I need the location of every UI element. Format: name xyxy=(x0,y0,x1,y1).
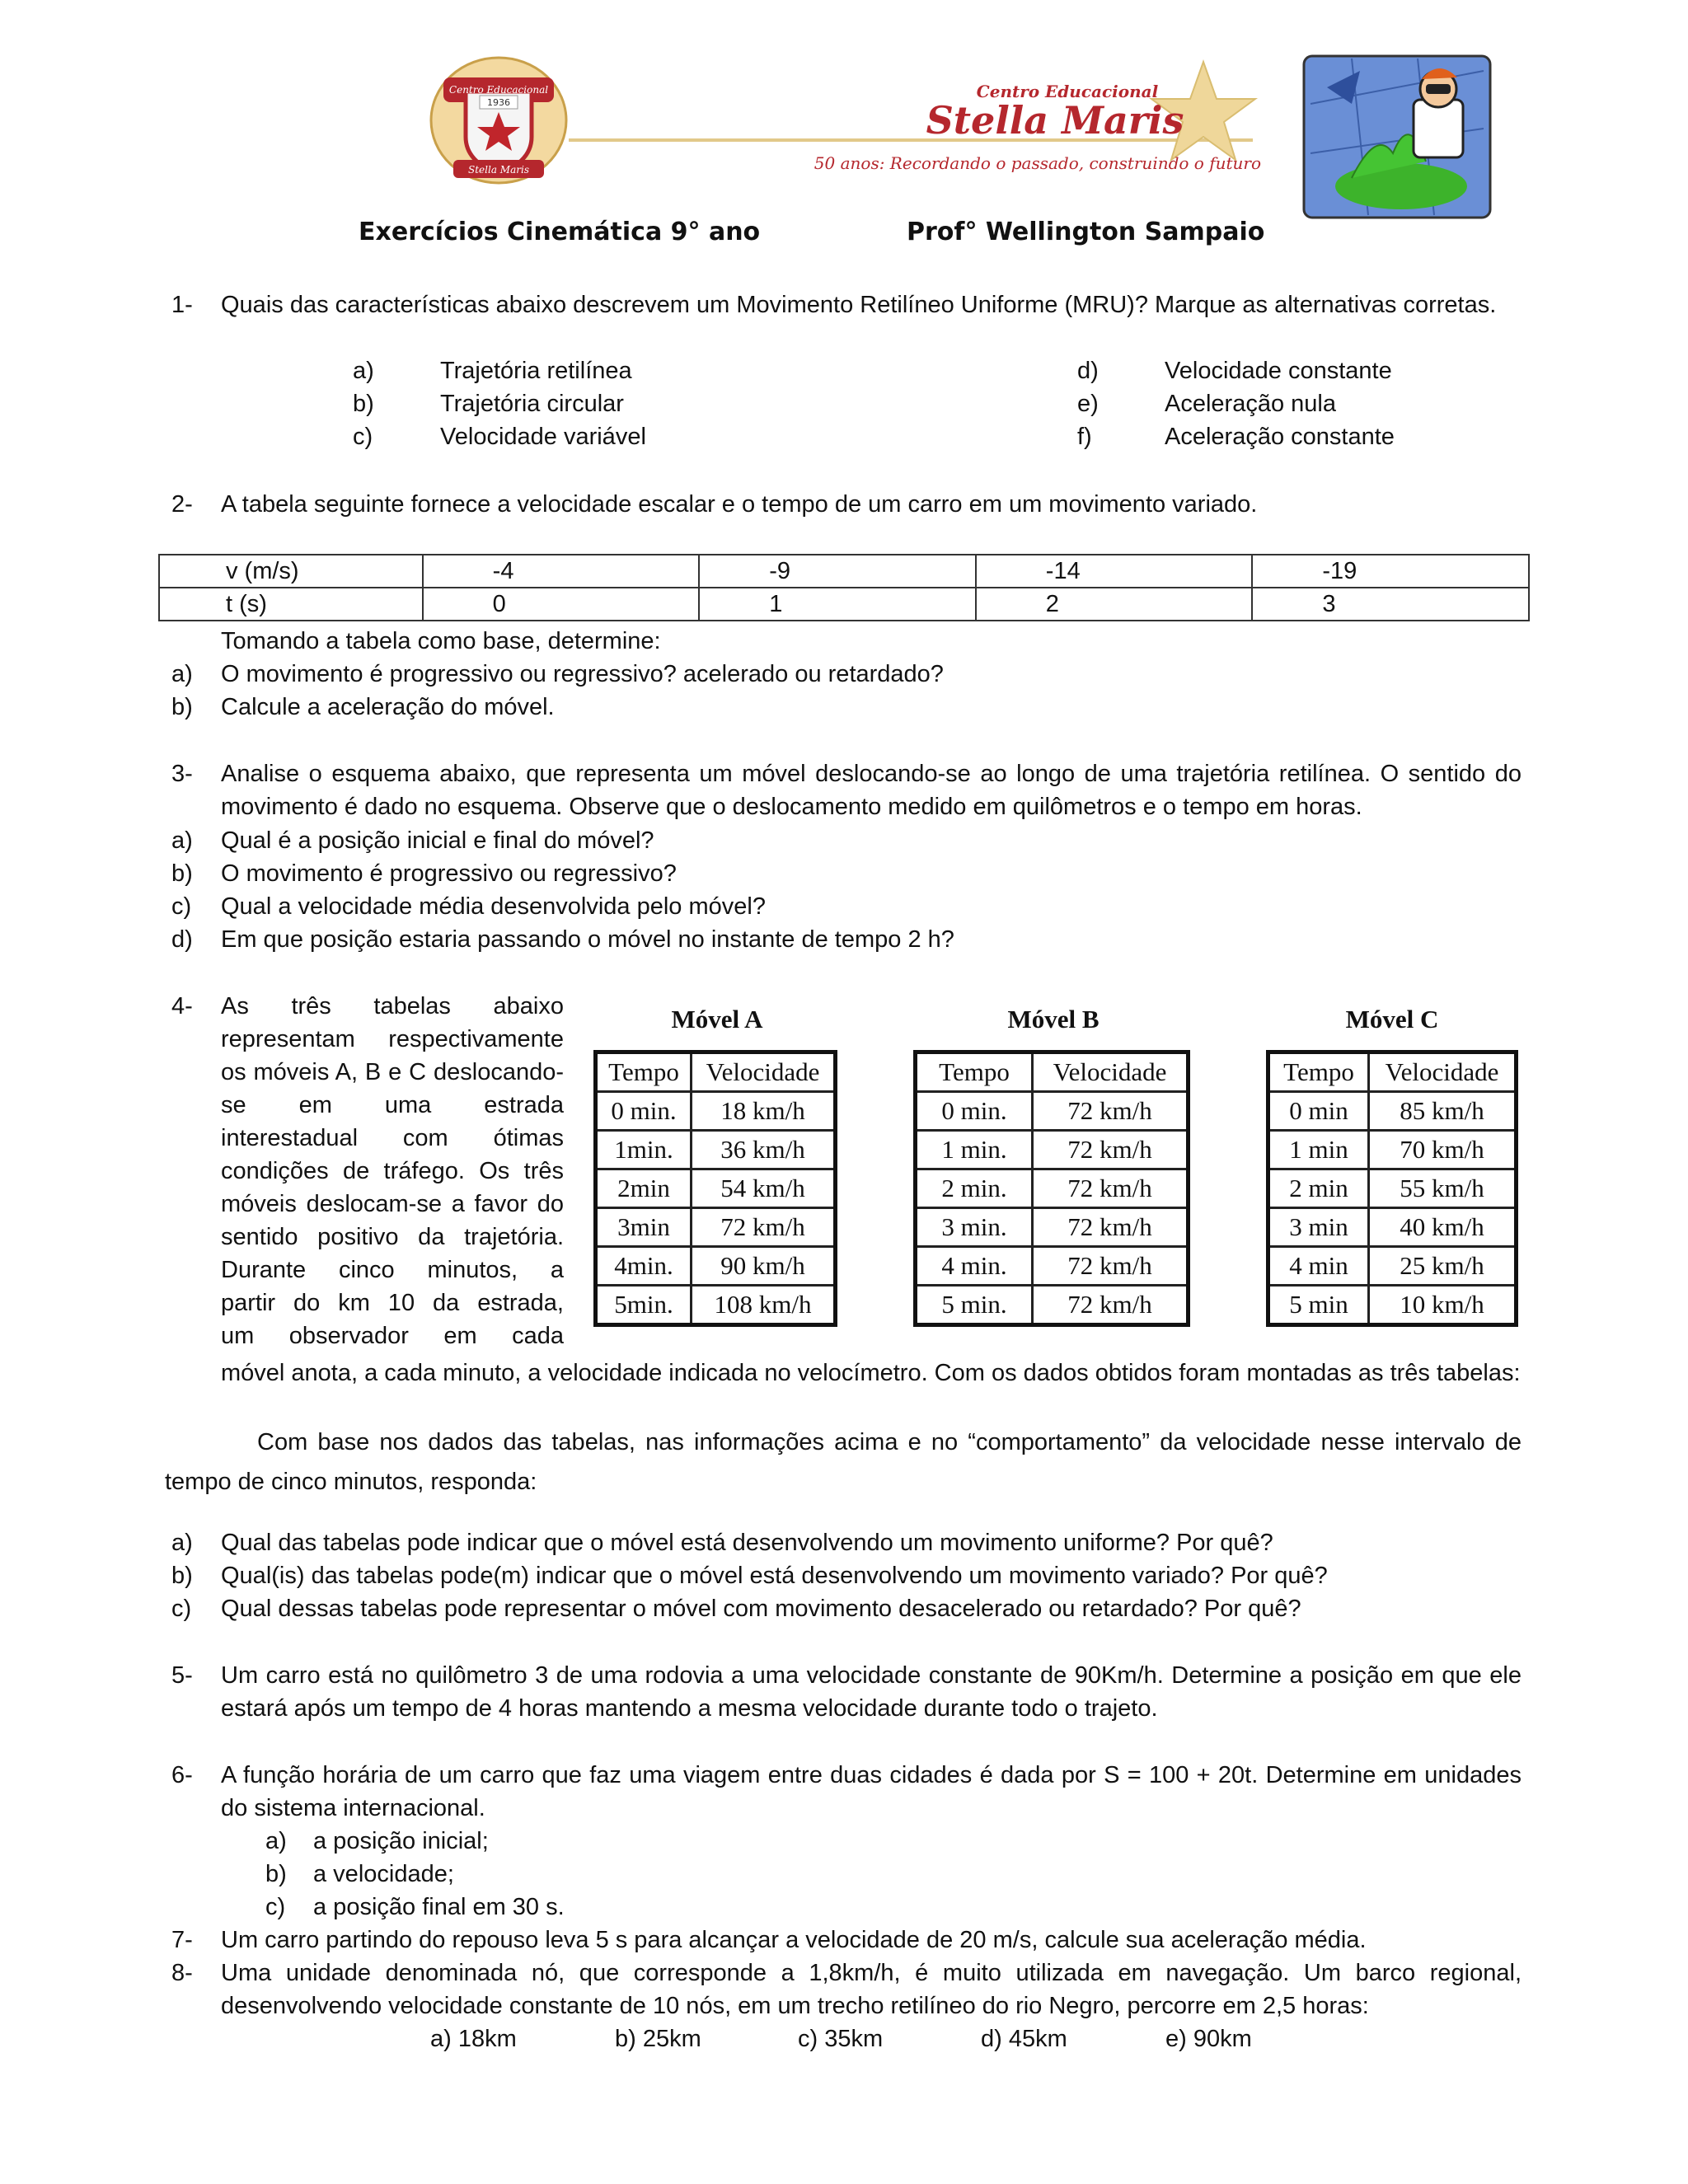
q4-side-line: Durante cinco minutos, a xyxy=(221,1257,564,1283)
table-cell: Tempo xyxy=(916,1052,1033,1092)
q1-option-letter: d) xyxy=(1077,358,1099,384)
table-row xyxy=(916,1092,1189,1131)
q4-side-line: sentido positivo da trajetória. xyxy=(221,1224,564,1250)
table-cell: 72 km/h xyxy=(1033,1092,1189,1131)
q8-answer: b) 25km xyxy=(615,2026,701,2052)
q5-text: Um carro está no quilômetro 3 de uma rodovia a uma velocidade constante de 90Km/h. Determine a posição em que ele estará após um tempo de 4 horas mantendo a mesma velocidade durante todo o trajeto. xyxy=(221,1662,1522,1722)
q1-option-text: Aceleração nula xyxy=(1165,391,1336,417)
table-cell: 2 min. xyxy=(916,1169,1033,1208)
q4-side-line: partir do km 10 da estrada, xyxy=(221,1290,564,1316)
q1-option-letter: a) xyxy=(353,358,374,384)
q6-item-letter: c) xyxy=(265,1894,286,1920)
table-row xyxy=(1268,1286,1517,1325)
q2-intro: Tomando a tabela como base, determine: xyxy=(221,628,661,654)
q1-text: Quais das características abaixo descrevem um Movimento Retilíneo Uniforme (MRU)? Marque as alternativas corretas. xyxy=(221,292,1497,318)
table-cell: 5 min xyxy=(1268,1286,1369,1325)
q4-number: 4- xyxy=(171,993,193,1019)
table-cell: -4 xyxy=(423,555,700,588)
q4-item-letter: c) xyxy=(171,1596,192,1622)
table-cell: 2 xyxy=(976,588,1253,621)
table-movel-a xyxy=(593,1050,837,1327)
table-row xyxy=(1268,1169,1517,1208)
school-banner xyxy=(569,58,1261,181)
table-row xyxy=(596,1169,836,1208)
table-row xyxy=(596,1131,836,1169)
table-cell: 85 km/h xyxy=(1369,1092,1517,1131)
q8-answer: e) 90km xyxy=(1165,2026,1252,2052)
table-cell: Velocidade xyxy=(1369,1052,1517,1092)
q4-side-line: os móveis A, B e C deslocando- xyxy=(221,1059,564,1085)
q8-number: 8- xyxy=(171,1960,193,1986)
table-cell: 5 min. xyxy=(916,1286,1033,1325)
crest-bottom-text: Stella Maris xyxy=(468,164,529,176)
table-cell: Tempo xyxy=(1268,1052,1369,1092)
table-cell: 3 min xyxy=(1268,1208,1369,1247)
q3-item-text: Qual a velocidade média desenvolvida pelo móvel? xyxy=(221,893,766,920)
q7-number: 7- xyxy=(171,1927,193,1953)
table-row xyxy=(916,1169,1189,1208)
table-b-title: Móvel B xyxy=(1007,1005,1100,1033)
q2-item-text: O movimento é progressivo ou regressivo? acelerado ou retardado? xyxy=(221,661,944,687)
q4-side-line: representam respectivamente xyxy=(221,1026,564,1052)
table-cell: v (m/s) xyxy=(159,555,423,588)
q4-item-text: Qual dessas tabelas pode representar o móvel com movimento desacelerado ou retardado? Por quê? xyxy=(221,1596,1301,1622)
banner-small-text: Centro Educacional xyxy=(976,82,1159,101)
q7-text: Um carro partindo do repouso leva 5 s para alcançar a velocidade de 20 m/s, calcule sua aceleração média. xyxy=(221,1927,1367,1953)
q2-item-letter: b) xyxy=(171,694,193,720)
table-cell: 0 min. xyxy=(596,1092,692,1131)
table-row xyxy=(916,1131,1189,1169)
table-cell: 1min. xyxy=(596,1131,692,1169)
table-cell: Tempo xyxy=(596,1052,692,1092)
table-row xyxy=(1268,1247,1517,1286)
q8-answer: a) 18km xyxy=(430,2026,517,2052)
table-cell: 54 km/h xyxy=(692,1169,836,1208)
q2-item-letter: a) xyxy=(171,661,193,687)
q1-option-text: Trajetória circular xyxy=(440,391,624,417)
q6-item-letter: b) xyxy=(265,1861,287,1887)
q1-option-letter: b) xyxy=(353,391,374,417)
table-cell: 0 min xyxy=(1268,1092,1369,1131)
q1-option-text: Velocidade constante xyxy=(1165,358,1392,384)
teacher-name: Prof° Wellington Sampaio xyxy=(907,218,1265,246)
table-row xyxy=(596,1092,836,1131)
q5-number: 5- xyxy=(171,1662,193,1689)
table-cell: 108 km/h xyxy=(692,1286,836,1325)
q6-item-letter: a) xyxy=(265,1828,287,1854)
table-cell: 18 km/h xyxy=(692,1092,836,1131)
crest-year: 1936 xyxy=(487,97,510,108)
table-cell: 5min. xyxy=(596,1286,692,1325)
cartoon-scientist-image xyxy=(1302,54,1492,219)
table-row xyxy=(596,1286,836,1325)
table-cell: 3 xyxy=(1252,588,1529,621)
table-cell: 70 km/h xyxy=(1369,1131,1517,1169)
table-cell: -9 xyxy=(699,555,976,588)
q8-answer: c) 35km xyxy=(798,2026,884,2052)
table-row xyxy=(596,1247,836,1286)
table-c-title: Móvel C xyxy=(1345,1005,1439,1033)
table-cell: 72 km/h xyxy=(1033,1286,1189,1325)
table-cell: 36 km/h xyxy=(692,1131,836,1169)
q1-number: 1- xyxy=(171,292,193,318)
q4-side-line: As três tabelas abaixo xyxy=(221,993,564,1019)
school-crest-logo xyxy=(429,54,569,186)
table-row xyxy=(916,1286,1189,1325)
q3-item-letter: c) xyxy=(171,893,192,920)
q1-option-letter: c) xyxy=(353,424,373,450)
table-a-title: Móvel A xyxy=(671,1005,763,1033)
table-cell: Velocidade xyxy=(1033,1052,1189,1092)
page-title: Exercícios Cinemática 9° ano xyxy=(359,218,761,246)
q6-item-text: a posição inicial; xyxy=(313,1828,489,1854)
table-row xyxy=(159,588,1529,621)
q1-option-text: Velocidade variável xyxy=(440,424,646,450)
table-cell: 25 km/h xyxy=(1369,1247,1517,1286)
table-movel-b xyxy=(913,1050,1190,1327)
q4-continuation: móvel anota, a cada minuto, a velocidade indicada no velocímetro. Com os dados obtidos foram montadas as três tabelas: xyxy=(221,1360,1521,1386)
table-row xyxy=(1268,1052,1517,1092)
table-cell: 0 min. xyxy=(916,1092,1033,1131)
q1-option-text: Aceleração constante xyxy=(1165,424,1395,450)
q4-side-line: interestadual com ótimas xyxy=(221,1125,564,1151)
q4-item-text: Qual das tabelas pode indicar que o móvel está desenvolvendo um movimento uniforme? Por quê? xyxy=(221,1530,1273,1556)
q3-item-letter: b) xyxy=(171,860,193,887)
q6-item-text: a posição final em 30 s. xyxy=(313,1894,565,1920)
banner-name: Stella Maris xyxy=(926,98,1184,143)
table-row xyxy=(596,1052,836,1092)
q3-item-text: O movimento é progressivo ou regressivo? xyxy=(221,860,677,887)
table-cell: 72 km/h xyxy=(1033,1169,1189,1208)
table-cell: 55 km/h xyxy=(1369,1169,1517,1208)
q2-item-text: Calcule a aceleração do móvel. xyxy=(221,694,555,720)
table-row xyxy=(596,1208,836,1247)
table-cell: 72 km/h xyxy=(1033,1208,1189,1247)
q1-option-text: Trajetória retilínea xyxy=(440,358,632,384)
q3-number: 3- xyxy=(171,761,193,787)
q4-item-letter: b) xyxy=(171,1563,193,1589)
table-cell: 2 min xyxy=(1268,1169,1369,1208)
q4-item-letter: a) xyxy=(171,1530,193,1556)
table-cell: 1 xyxy=(699,588,976,621)
table-cell: 10 km/h xyxy=(1369,1286,1517,1325)
q4-side-text xyxy=(221,990,564,1352)
table-row xyxy=(159,555,1529,588)
table-cell: 72 km/h xyxy=(1033,1247,1189,1286)
table-cell: 2min xyxy=(596,1169,692,1208)
table-row xyxy=(916,1052,1189,1092)
q1-option-letter: f) xyxy=(1077,424,1092,450)
table-cell: 72 km/h xyxy=(692,1208,836,1247)
table-cell: 4 min xyxy=(1268,1247,1369,1286)
table-cell: 1 min xyxy=(1268,1131,1369,1169)
table-cell: -19 xyxy=(1252,555,1529,588)
q4-side-line: móveis deslocam-se a favor do xyxy=(221,1191,564,1217)
table-cell: 4 min. xyxy=(916,1247,1033,1286)
q3-item-text: Em que posição estaria passando o móvel no instante de tempo 2 h? xyxy=(221,926,954,953)
table-cell: 3min xyxy=(596,1208,692,1247)
q1-option-letter: e) xyxy=(1077,391,1099,417)
crest-top-text: Centro Educacional xyxy=(448,84,549,96)
q2-number: 2- xyxy=(171,491,193,518)
q8-answer: d) 45km xyxy=(981,2026,1067,2052)
velocity-time-table xyxy=(158,554,1530,621)
table-cell: 40 km/h xyxy=(1369,1208,1517,1247)
table-cell: t (s) xyxy=(159,588,423,621)
q4-side-line: se em uma estrada xyxy=(221,1092,564,1118)
table-row xyxy=(1268,1208,1517,1247)
table-cell: -14 xyxy=(976,555,1253,588)
table-cell: Velocidade xyxy=(692,1052,836,1092)
table-cell: 0 xyxy=(423,588,700,621)
q3-item-letter: a) xyxy=(171,827,193,854)
q6-item-text: a velocidade; xyxy=(313,1861,454,1887)
table-row xyxy=(916,1208,1189,1247)
q4-side-line: condições de tráfego. Os três xyxy=(221,1158,564,1184)
q3-item-letter: d) xyxy=(171,926,193,953)
q4-side-line: um observador em cada xyxy=(221,1323,564,1349)
table-cell: 1 min. xyxy=(916,1131,1033,1169)
banner-motto: 50 anos: Recordando o passado, construindo o futuro xyxy=(814,153,1261,173)
q6-text: A função horária de um carro que faz uma viagem entre duas cidades é dada por S = 100 + 20t. Determine em unidades do sistema internacional. xyxy=(221,1762,1522,1821)
table-movel-c xyxy=(1266,1050,1518,1327)
q2-text: A tabela seguinte fornece a velocidade escalar e o tempo de um carro em um movimento variado. xyxy=(221,491,1258,518)
q8-text: Uma unidade denominada nó, que corresponde a 1,8km/h, é muito utilizada em navegação. Um barco regional, desenvolvendo velocidade constante de 10 nós, em um trecho retilíneo do rio Negro, percorre em 2,5 horas: xyxy=(221,1960,1522,2019)
q3-text: Analise o esquema abaixo, que representa um móvel deslocando-se ao longo de uma trajetória retilínea. O sentido do movimento é dado no esquema. Observe que o deslocamento medido em quilômetros e o tempo em horas. xyxy=(221,761,1522,820)
q3-item-text: Qual é a posição inicial e final do móvel? xyxy=(221,827,654,854)
q4-paragraph: Com base nos dados das tabelas, nas informações acima e no “comportamento” da velocidade nesse intervalo de tempo de cinco minutos, responda: xyxy=(165,1429,1522,1495)
q6-number: 6- xyxy=(171,1762,193,1788)
q4-item-text: Qual(is) das tabelas pode(m) indicar que o móvel está desenvolvendo um movimento variado? Por quê? xyxy=(221,1563,1328,1589)
table-cell: 4min. xyxy=(596,1247,692,1286)
table-row xyxy=(1268,1131,1517,1169)
table-cell: 72 km/h xyxy=(1033,1131,1189,1169)
table-cell: 3 min. xyxy=(916,1208,1033,1247)
table-row xyxy=(916,1247,1189,1286)
table-cell: 90 km/h xyxy=(692,1247,836,1286)
table-row xyxy=(1268,1092,1517,1131)
